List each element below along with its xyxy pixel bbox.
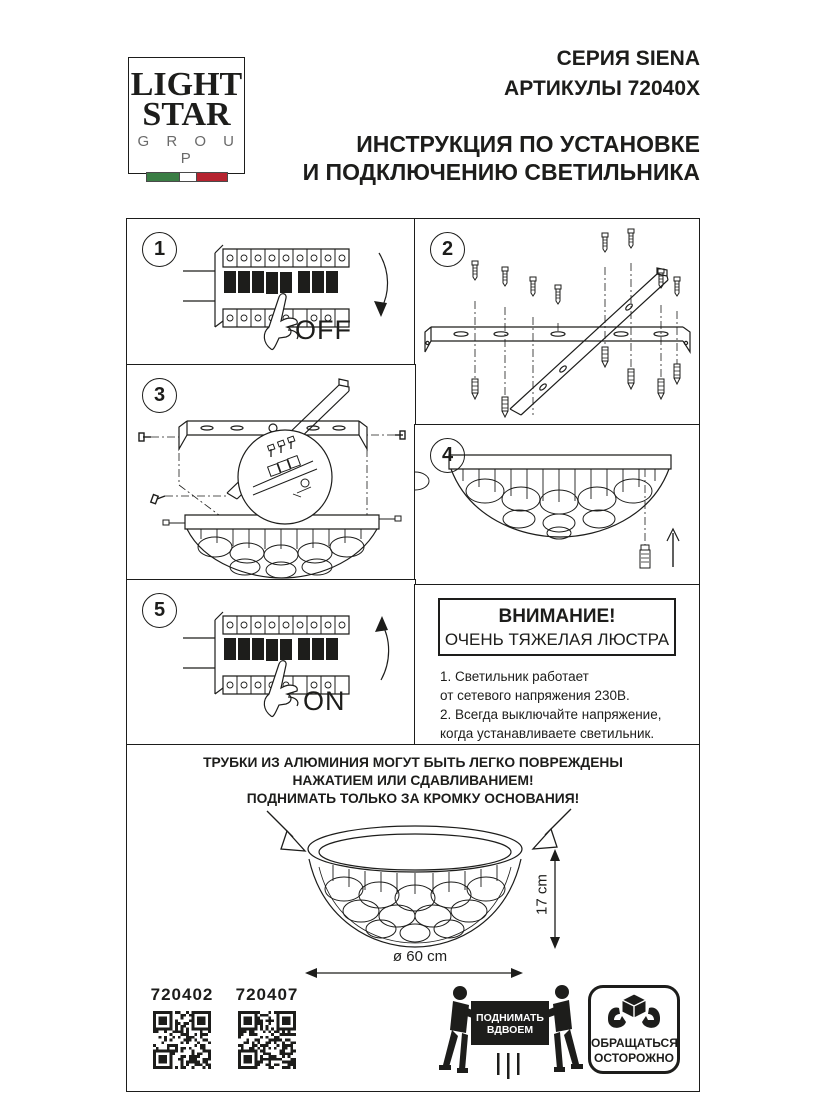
page-title <box>303 130 700 186</box>
handling-warning <box>127 754 699 808</box>
lift-in-pairs-icon <box>435 981 587 1085</box>
step-number-badge: 5 <box>142 593 177 628</box>
height-label: 17 cm <box>533 874 551 915</box>
off-label: OFF <box>295 315 352 345</box>
attention-subtitle: ОЧЕНЬ ТЯЖЕЛАЯ ЛЮСТРА <box>444 630 670 649</box>
italian-flag-bar <box>146 172 228 182</box>
lift-sign-line2: ВДВОЕМ <box>486 1024 534 1036</box>
logo-word-star: STAR <box>142 96 231 133</box>
handle-with-care-icon <box>588 985 680 1074</box>
note-line: 2. Всегда выключайте напряжение, <box>440 707 662 722</box>
step-number-badge: 2 <box>430 232 465 267</box>
header <box>303 44 700 186</box>
logo-word-light: LIGHT <box>130 66 243 103</box>
lightstar-logo <box>128 57 245 174</box>
warning-panel <box>414 584 700 746</box>
step-number-badge: 4 <box>430 438 465 473</box>
flag-green-segment <box>147 173 180 181</box>
circuit-breaker-off-illustration <box>175 231 405 356</box>
step-2-panel <box>414 218 700 426</box>
logo-word-group: G R O U P <box>137 133 241 167</box>
series-title: СЕРИЯ SIENA <box>556 47 700 70</box>
qr-code-720402 <box>153 1011 211 1069</box>
on-label: ON <box>303 686 346 716</box>
note-line: когда устанавливаете светильник. <box>440 726 655 741</box>
page-title-line1: ИНСТРУКЦИЯ ПО УСТАНОВКЕ <box>356 131 700 157</box>
article-code-720402: 720402 <box>150 985 214 1004</box>
hands-holding-box-glyph <box>606 992 662 1032</box>
care-label-line1: ОБРАЩАТЬСЯ <box>591 1036 678 1050</box>
lift-sign-line1: ПОДНИМАТЬ <box>476 1012 544 1024</box>
attention-title: ВНИМАНИЕ! <box>498 606 616 627</box>
flag-red-segment <box>197 173 227 181</box>
lift-sign-label <box>471 1003 549 1036</box>
page-title-line2: И ПОДКЛЮЧЕНИЮ СВЕТИЛЬНИКА <box>302 159 700 185</box>
diameter-label: ø 60 cm <box>392 948 448 965</box>
step-number-badge: 1 <box>142 232 177 267</box>
care-label-line2: ОСТОРОЖНО <box>594 1051 674 1065</box>
handling-warning-line1: ТРУБКИ ИЗ АЛЮМИНИЯ МОГУТ БЫТЬ ЛЕГКО ПОВРЕЖДЕНЫ <box>203 755 623 770</box>
attention-box <box>438 598 676 656</box>
step-5-panel <box>126 579 416 746</box>
step-1-panel <box>126 218 416 366</box>
mounting-bracket-illustration <box>415 219 701 424</box>
articles-title: АРТИКУЛЫ 72040X <box>504 77 700 100</box>
shade-fixing-illustration <box>415 425 701 585</box>
note-line: от сетевого напряжения 230В. <box>440 688 630 703</box>
safety-notes <box>440 667 661 743</box>
article-code-720407: 720407 <box>235 985 299 1004</box>
base-attachment-illustration <box>127 365 417 579</box>
handling-panel <box>126 744 700 1092</box>
step-number-badge: 3 <box>142 378 177 413</box>
flag-white-segment <box>179 173 197 181</box>
note-line: 1. Светильник работает <box>440 669 589 684</box>
qr-code-720407 <box>238 1011 296 1069</box>
handling-warning-line2: НАЖАТИЕМ ИЛИ СДАВЛИВАНИЕМ! <box>292 773 534 788</box>
circuit-breaker-on-illustration <box>175 598 405 728</box>
step-4-panel <box>414 424 700 586</box>
step-3-panel <box>126 364 416 581</box>
handling-warning-line3: ПОДНИМАТЬ ТОЛЬКО ЗА КРОМКУ ОСНОВАНИЯ! <box>246 791 580 806</box>
